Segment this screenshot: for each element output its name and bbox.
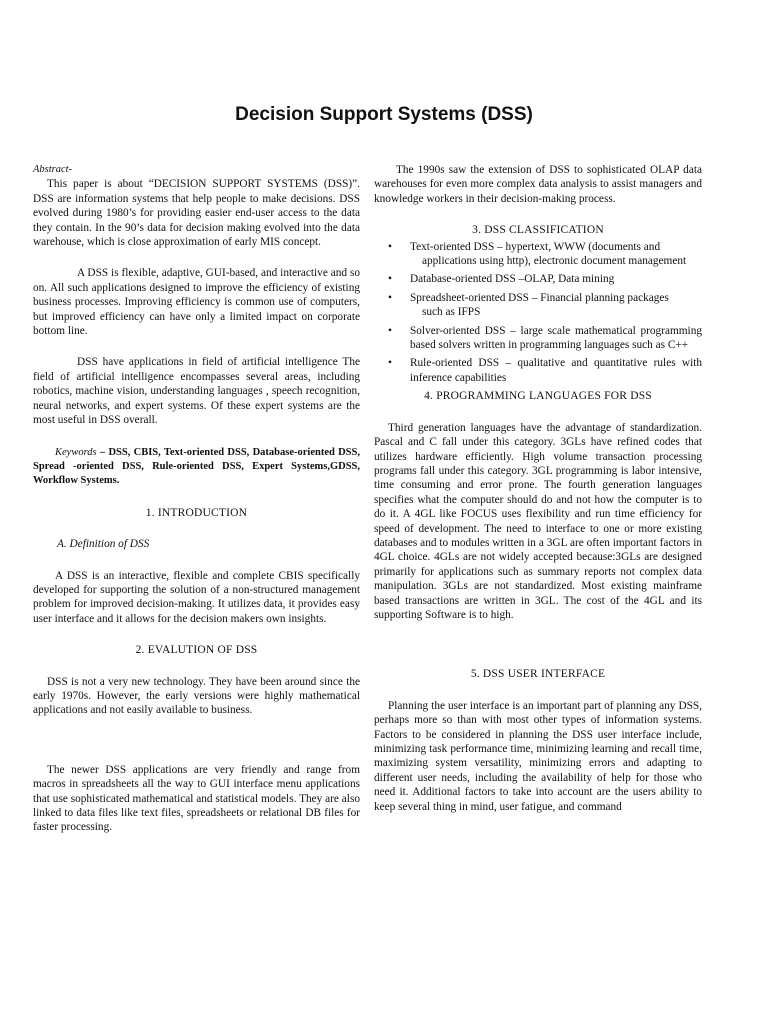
list-item	[374, 291, 702, 320]
bullet-icon: •	[388, 291, 392, 304]
list-item	[374, 240, 702, 269]
bullet-icon: •	[388, 240, 392, 253]
section-heading-programming: 4. PROGRAMMING LANGUAGES FOR DSS	[424, 390, 652, 403]
programming-paragraph: Third generation languages have the advantage of standardization. Pascal and C fall under this category. 3GLs have refined codes that utilizes hardware efficiently. High volume transaction processing programs fall under this category. 3GL programming is labor intensive, time consuming and error prone. The fourth generation languages specifies what the computer should do and not how the computer is to do it. A 4GL like FOCUS uses flexibility and run time efficiency for speed of development. The need to interface to one or more existing databases and to modules written in a 3GL are often important factors in 4GL choice. 4GLs are not widely accepted because:3GLs are designed primarily for applications such as summary reports not complex data manipulation. 3GLs are not standardized. Most existing mainframe based transactions are written in 3GL. The cost of the 4GL and its supporting Software is to high.	[374, 421, 702, 621]
abstract-paragraph: DSS have applications in field of artificial intelligence The field of artificial intelligence encompasses several areas, including robotics, machine vision, understanding languages , speech recognition, neural networks, and expert systems. Of these expert systems are the most useful in DSS overall.	[33, 356, 360, 427]
list-item-text: Rule-oriented DSS – qualitative and quantitative rules with inference capabilities	[410, 357, 702, 384]
list-item-text: Text-oriented DSS – hypertext, WWW (documents and	[410, 240, 661, 253]
right-column	[374, 163, 702, 814]
keywords-label: Keywords	[55, 446, 97, 458]
left-column	[33, 163, 360, 835]
section-heading-classification: 3. DSS CLASSIFICATION	[472, 224, 604, 237]
subsection-heading-definition: A. Definition of DSS	[57, 538, 150, 551]
bullet-icon: •	[388, 324, 392, 337]
abstract-paragraph: A DSS is flexible, adaptive, GUI-based, and interactive and so on. All such applications designed to improve the efficiency of existing business processes. Improving efficiency is common use of computers, but improved efficiency can have only a limited impact on corporate bottom line.	[33, 267, 360, 338]
section-heading-evolution: 2. EVALUTION OF DSS	[135, 644, 258, 657]
section-heading-introduction: 1. INTRODUCTION	[145, 506, 248, 519]
user-interface-paragraph: Planning the user interface is an important part of planning any DSS, perhaps more so than with most other types of information systems. Factors to be considered in planning the DSS user interface include, minimizing task performance time, minimizing learning and recall time, maximizing system versatility, minimizing errors and adapting to different user needs, including the availability of help for those who need it. Additional factors to take into account are the users ability to keep several thing in mind, user fatigue, and command	[374, 699, 702, 813]
abstract-label: Abstract-	[33, 164, 73, 175]
olap-paragraph: The 1990s saw the extension of DSS to sophisticated OLAP data warehouses for even more complex data analysis to assist managers and knowledge workers in their decision-making process.	[374, 164, 702, 205]
list-item	[374, 324, 702, 353]
list-item-text: such as IFPS	[422, 306, 481, 319]
classification-list	[374, 240, 702, 386]
list-item-text: Spreadsheet-oriented DSS – Financial planning packages	[410, 291, 669, 304]
bullet-icon: •	[388, 357, 392, 370]
abstract-paragraph: This paper is about “DECISION SUPPORT SYSTEMS (DSS)”. DSS are information systems that help people to make decisions. DSS evolved during 1980’s for providing easier end-user access to the data they contain. In the 90’s data for decision making evolved into the data warehouse, which is close approximation of early MIS concept.	[33, 178, 360, 249]
keywords-text: – DSS, CBIS, Text-oriented DSS, Database-oriented DSS, Spread -oriented DSS, Rule-oriented DSS, Expert Systems,GDSS, Workflow Systems.	[33, 446, 360, 487]
section-heading-user-interface: 5. DSS USER INTERFACE	[470, 668, 606, 681]
list-item	[374, 356, 702, 385]
bullet-icon: •	[388, 273, 392, 286]
list-item	[374, 272, 702, 286]
list-item-text: Database-oriented DSS –OLAP, Data mining	[410, 273, 615, 286]
evolution-paragraph: DSS is not a very new technology. They have been around since the early 1970s. However, the early versions were highly mathematical applications and not easily available to business.	[33, 675, 360, 717]
definition-paragraph: A DSS is an interactive, flexible and complete CBIS specifically developed for supporting the solution of a non-structured management problem for improved decision-making. It utilizes data, it provides easy user interface and it allows for the decision makers own insights.	[33, 569, 360, 625]
list-item-text: Solver-oriented DSS – large scale mathematical programming based solvers written in programming languages such as C++	[410, 324, 702, 352]
paper-title: Decision Support Systems (DSS)	[235, 104, 533, 125]
evolution-paragraph: The newer DSS applications are very friendly and range from macros in spreadsheets all the way to GUI interface menu applications that use sophisticated mathematical and statistical models. They are also linked to data files like text files, spreadsheets or relational DB files for faster processing.	[33, 763, 360, 834]
keywords	[33, 446, 360, 489]
list-item-text: applications using http), electronic document management	[422, 255, 687, 268]
